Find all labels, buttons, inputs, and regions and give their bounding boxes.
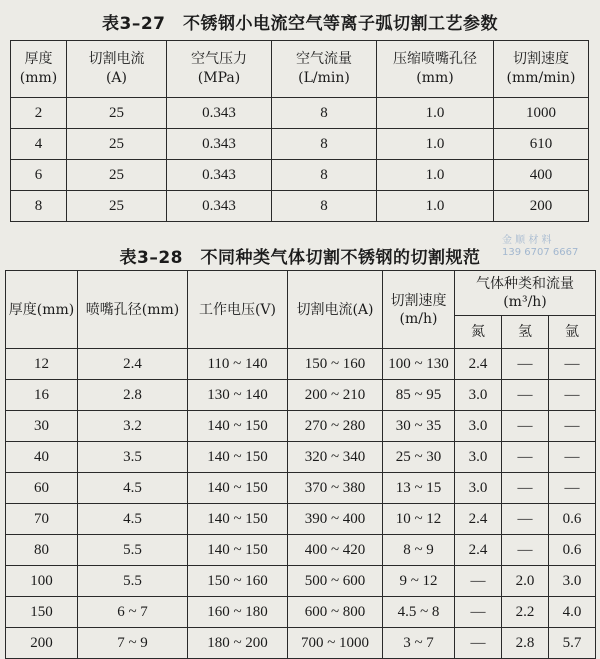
- table-row: [6, 411, 596, 442]
- table-cell: 5.7: [549, 628, 596, 659]
- table-cell: 180 ~ 200: [188, 628, 288, 659]
- header-gas-nitrogen: 氮: [455, 316, 502, 349]
- table-cell: —: [549, 411, 596, 442]
- table-cell: 400: [494, 160, 589, 191]
- table-cell: 4.5 ~ 8: [383, 597, 455, 628]
- table-cell: 160 ~ 180: [188, 597, 288, 628]
- table-cell: 4: [11, 129, 67, 160]
- table-row: [6, 473, 596, 504]
- table-cell: 400 ~ 420: [288, 535, 383, 566]
- table-cell: —: [549, 473, 596, 504]
- table-cell: 200: [6, 628, 78, 659]
- table-cell: 2.4: [455, 349, 502, 380]
- table-cell: 8: [272, 160, 377, 191]
- table-cell: 2.4: [455, 535, 502, 566]
- table-cell: 150: [6, 597, 78, 628]
- table-row: [6, 442, 596, 473]
- table-row: [6, 504, 596, 535]
- table-cell: 3.0: [455, 411, 502, 442]
- table-cell: 85 ~ 95: [383, 380, 455, 411]
- table-cell: 5.5: [78, 535, 188, 566]
- header-gas-type-flow: 气体种类和流量 (m³/h): [455, 271, 596, 316]
- table1-cutting-parameters: [10, 40, 589, 222]
- watermark-name: 金 顺 材 料: [502, 235, 552, 246]
- table-cell: 0.343: [167, 98, 272, 129]
- table-cell: —: [502, 349, 549, 380]
- table-cell: 4.5: [78, 504, 188, 535]
- table-cell: 0.343: [167, 191, 272, 222]
- watermark-stamp: [502, 235, 578, 259]
- table-cell: 25: [67, 191, 167, 222]
- table-cell: 3.0: [455, 442, 502, 473]
- table-row: [6, 566, 596, 597]
- table-cell: 30: [6, 411, 78, 442]
- table-cell: 6: [11, 160, 67, 191]
- table-cell: 1.0: [377, 98, 494, 129]
- watermark-phone: 139 6707 6667: [502, 247, 579, 258]
- table-cell: —: [502, 380, 549, 411]
- table2-title: 表3–28 不同种类气体切割不锈钢的切割规范: [119, 248, 481, 268]
- table-row: [11, 191, 589, 222]
- table-cell: 140 ~ 150: [188, 504, 288, 535]
- table-cell: 0.6: [549, 504, 596, 535]
- table-cell: 500 ~ 600: [288, 566, 383, 597]
- table-row: [6, 597, 596, 628]
- table-cell: 2.8: [502, 628, 549, 659]
- table-cell: —: [502, 504, 549, 535]
- table-cell: 140 ~ 150: [188, 442, 288, 473]
- table-cell: 25 ~ 30: [383, 442, 455, 473]
- table-cell: 8 ~ 9: [383, 535, 455, 566]
- table-row: [11, 160, 589, 191]
- table-cell: 9 ~ 12: [383, 566, 455, 597]
- table-cell: 200 ~ 210: [288, 380, 383, 411]
- header-working-voltage: 工作电压(V): [188, 271, 288, 349]
- header-cutting-current: 切割电流(A): [288, 271, 383, 349]
- table-cell: 700 ~ 1000: [288, 628, 383, 659]
- table-cell: —: [502, 411, 549, 442]
- header-air-flow: 空气流量 (L/min): [272, 41, 377, 98]
- header-nozzle-diameter: 喷嘴孔径(mm): [78, 271, 188, 349]
- table-cell: 0.343: [167, 160, 272, 191]
- table-cell: 150 ~ 160: [288, 349, 383, 380]
- table-cell: 140 ~ 150: [188, 411, 288, 442]
- header-air-pressure: 空气压力 (MPa): [167, 41, 272, 98]
- header-cutting-speed: 切割速度 (m/h): [383, 271, 455, 349]
- table-cell: 13 ~ 15: [383, 473, 455, 504]
- table-cell: 200: [494, 191, 589, 222]
- table-row: [6, 628, 596, 659]
- table-cell: 3.2: [78, 411, 188, 442]
- table-cell: 4.0: [549, 597, 596, 628]
- table-cell: 1.0: [377, 160, 494, 191]
- table-cell: 25: [67, 98, 167, 129]
- table-cell: 3.0: [455, 380, 502, 411]
- table-cell: 60: [6, 473, 78, 504]
- table-cell: 150 ~ 160: [188, 566, 288, 597]
- table1-title: 表3–27 不锈钢小电流空气等离子弧切割工艺参数: [102, 14, 498, 34]
- header-nozzle-diameter: 压缩喷嘴孔径 (mm): [377, 41, 494, 98]
- header-cutting-speed: 切割速度 (mm/min): [494, 41, 589, 98]
- table-cell: —: [549, 442, 596, 473]
- table-cell: 8: [272, 98, 377, 129]
- table-cell: 7 ~ 9: [78, 628, 188, 659]
- table-cell: 8: [272, 191, 377, 222]
- table-cell: —: [549, 349, 596, 380]
- table-cell: 370 ~ 380: [288, 473, 383, 504]
- table-cell: 8: [11, 191, 67, 222]
- header-thickness: 厚度 (mm): [11, 41, 67, 98]
- table-cell: 2.4: [455, 504, 502, 535]
- table-cell: 110 ~ 140: [188, 349, 288, 380]
- header-thickness: 厚度(mm): [6, 271, 78, 349]
- table-cell: 1.0: [377, 129, 494, 160]
- table-cell: 3.5: [78, 442, 188, 473]
- table-cell: 25: [67, 129, 167, 160]
- table-cell: 0.6: [549, 535, 596, 566]
- table-cell: 12: [6, 349, 78, 380]
- table-cell: 70: [6, 504, 78, 535]
- table-cell: 1000: [494, 98, 589, 129]
- table-cell: 25: [67, 160, 167, 191]
- table-cell: 80: [6, 535, 78, 566]
- table-cell: 3.0: [455, 473, 502, 504]
- table-cell: 4.5: [78, 473, 188, 504]
- table-cell: 2: [11, 98, 67, 129]
- table-cell: 6 ~ 7: [78, 597, 188, 628]
- table1-header-row: [11, 41, 589, 98]
- table-cell: —: [502, 535, 549, 566]
- table-cell: 40: [6, 442, 78, 473]
- table-cell: 140 ~ 150: [188, 535, 288, 566]
- table-cell: 1.0: [377, 191, 494, 222]
- table-cell: 2.4: [78, 349, 188, 380]
- table-cell: 2.8: [78, 380, 188, 411]
- header-cutting-current: 切割电流 (A): [67, 41, 167, 98]
- table-cell: 390 ~ 400: [288, 504, 383, 535]
- table-cell: 610: [494, 129, 589, 160]
- table-cell: 2.0: [502, 566, 549, 597]
- table-cell: —: [549, 380, 596, 411]
- table-cell: 10 ~ 12: [383, 504, 455, 535]
- table-cell: —: [502, 442, 549, 473]
- table-row: [6, 380, 596, 411]
- table-cell: 0.343: [167, 129, 272, 160]
- table-cell: 270 ~ 280: [288, 411, 383, 442]
- table2-header-row: [6, 271, 596, 316]
- table-cell: 600 ~ 800: [288, 597, 383, 628]
- table-cell: 100: [6, 566, 78, 597]
- table-cell: —: [455, 597, 502, 628]
- table-cell: —: [502, 473, 549, 504]
- table-cell: 320 ~ 340: [288, 442, 383, 473]
- table-cell: 140 ~ 150: [188, 473, 288, 504]
- table-cell: —: [455, 566, 502, 597]
- table-row: [6, 535, 596, 566]
- table-cell: 130 ~ 140: [188, 380, 288, 411]
- table-cell: —: [455, 628, 502, 659]
- table-row: [6, 349, 596, 380]
- table-row: [11, 129, 589, 160]
- header-gas-argon: 氩: [549, 316, 596, 349]
- table-cell: 5.5: [78, 566, 188, 597]
- header-gas-hydrogen: 氢: [502, 316, 549, 349]
- table-cell: 16: [6, 380, 78, 411]
- table-cell: 30 ~ 35: [383, 411, 455, 442]
- table-row: [11, 98, 589, 129]
- table-cell: 8: [272, 129, 377, 160]
- table-cell: 3.0: [549, 566, 596, 597]
- table-cell: 3 ~ 7: [383, 628, 455, 659]
- table2-gas-cutting-spec: [5, 270, 596, 659]
- table-cell: 2.2: [502, 597, 549, 628]
- table-cell: 100 ~ 130: [383, 349, 455, 380]
